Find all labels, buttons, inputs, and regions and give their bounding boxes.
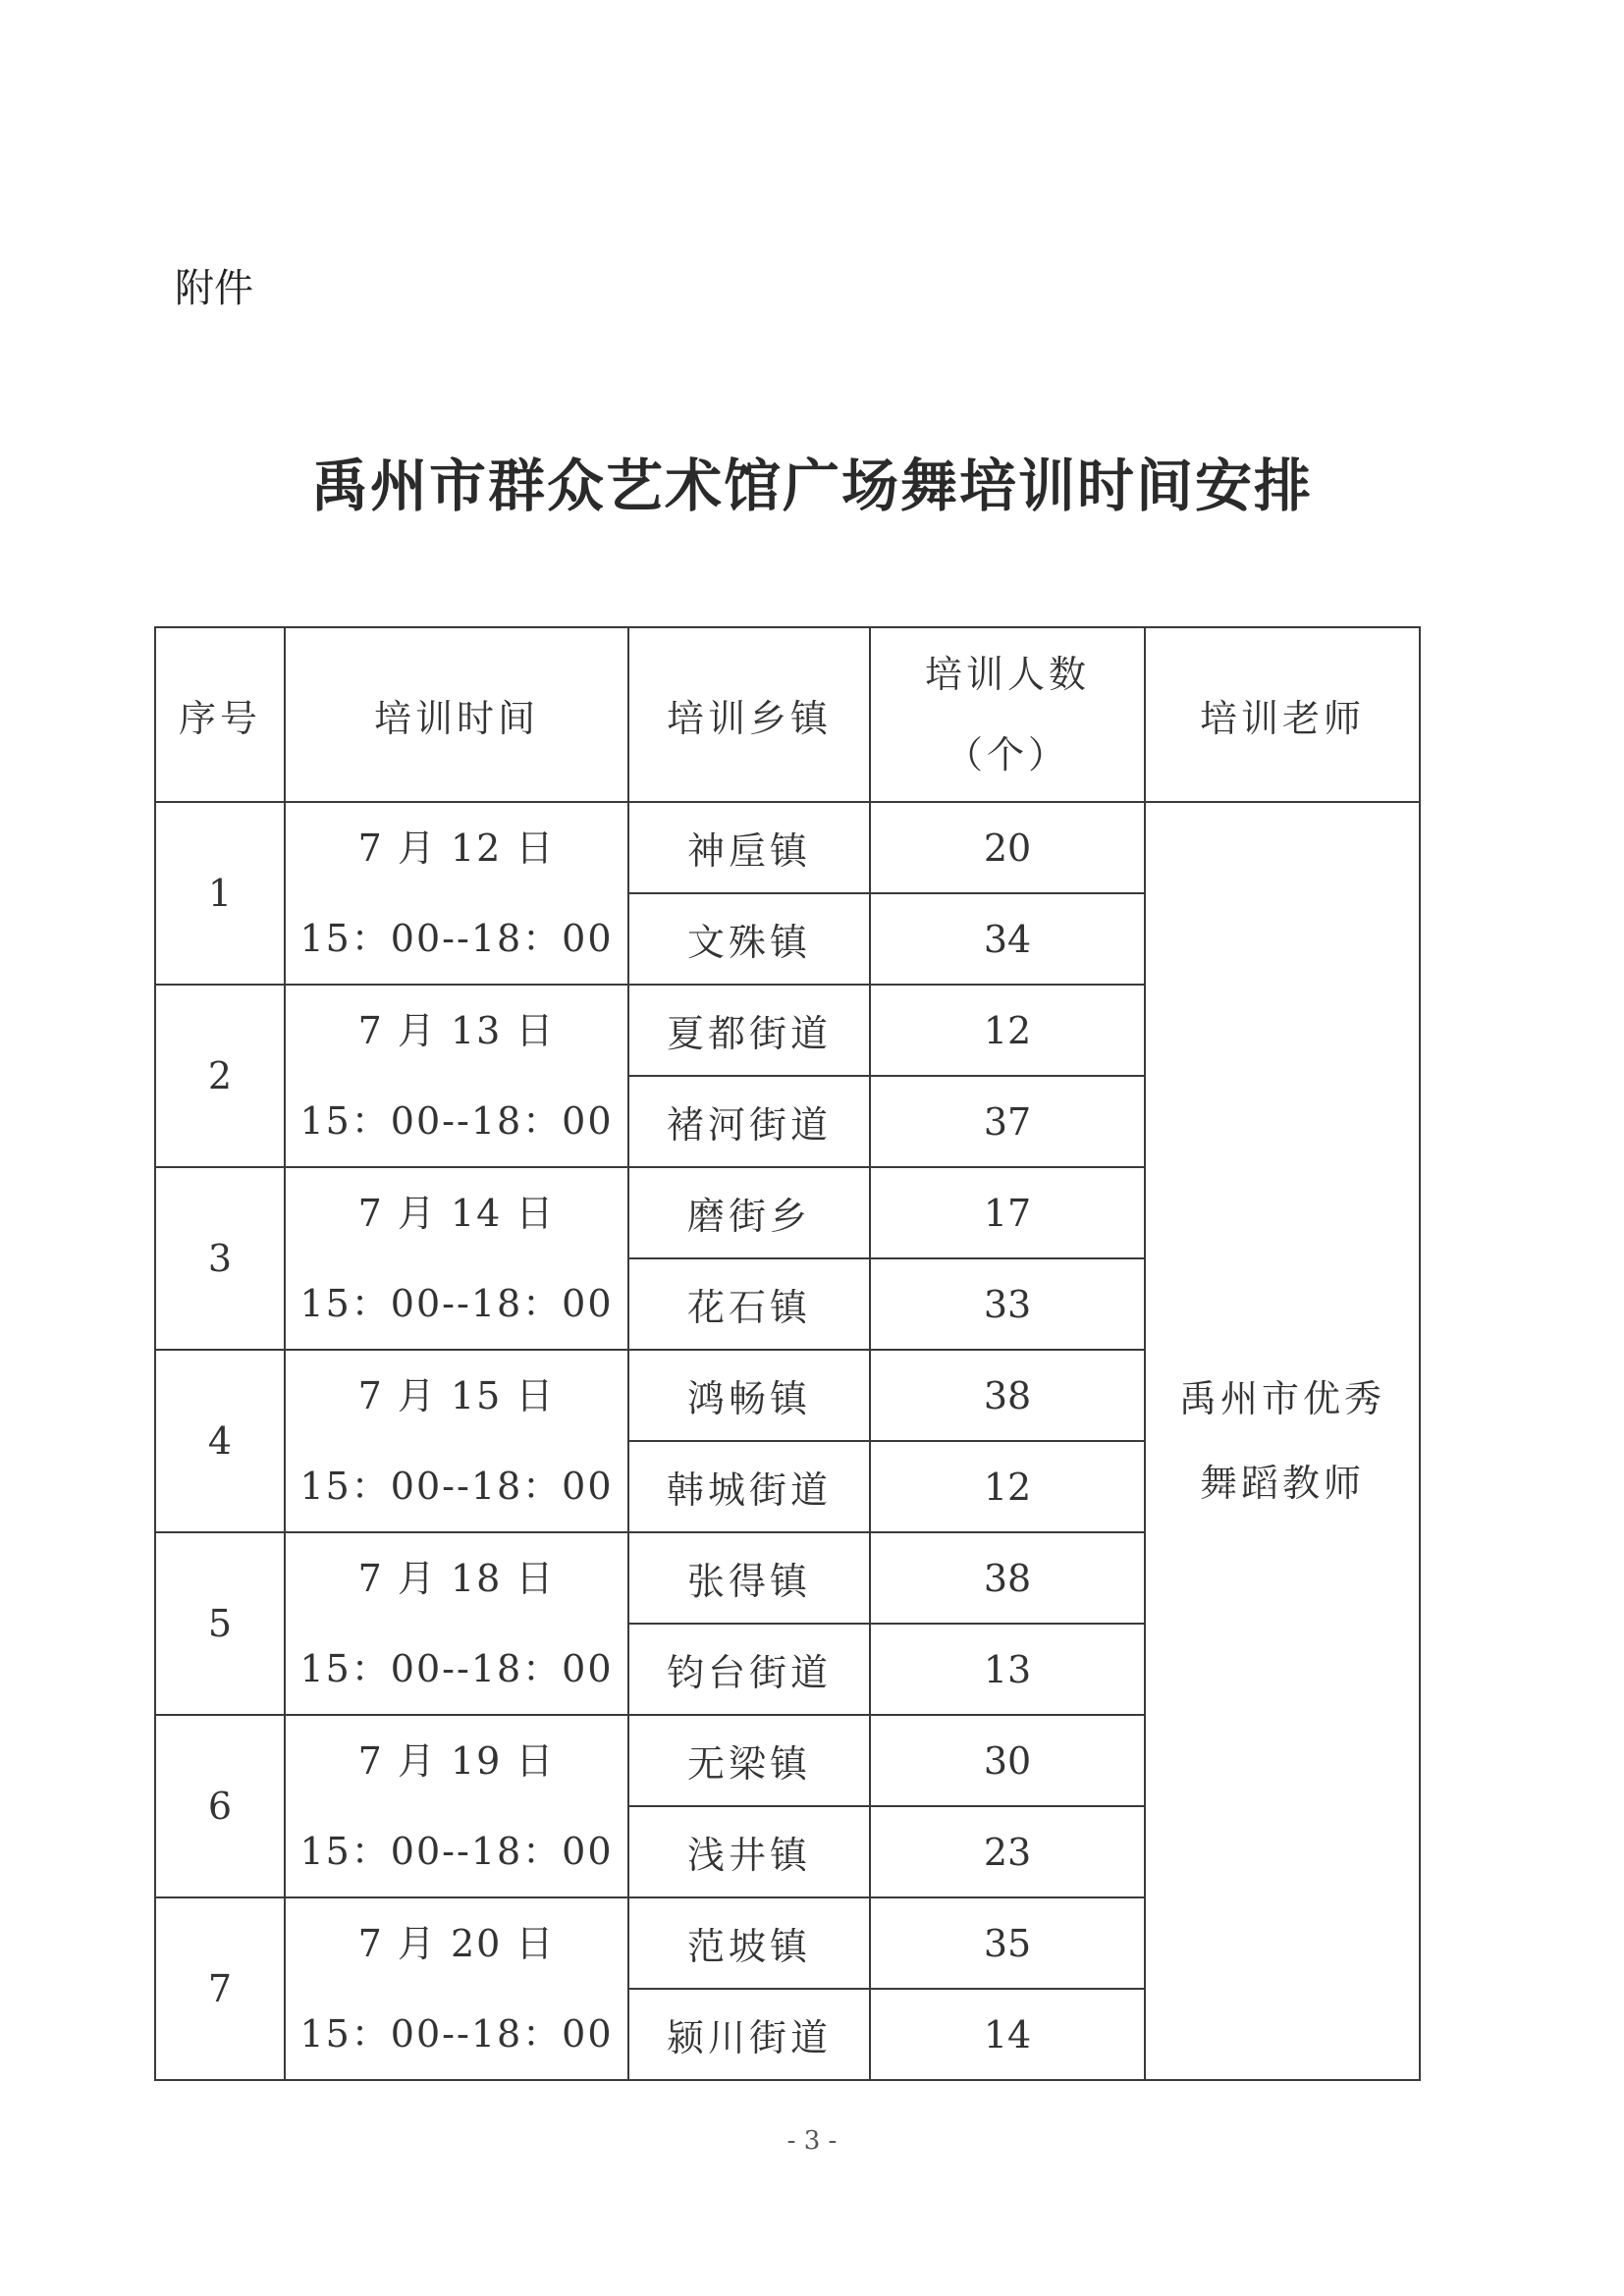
training-time xyxy=(285,1532,628,1715)
training-town: 花石镇 xyxy=(628,1258,870,1350)
training-hours: 15：00--18：00 xyxy=(299,1282,614,1325)
training-town: 褚河街道 xyxy=(628,1076,870,1167)
page-number: - 3 - xyxy=(786,2126,838,2156)
training-town: 神垕镇 xyxy=(628,802,870,893)
training-hours: 15：00--18：00 xyxy=(299,2012,614,2056)
row-index: 4 xyxy=(155,1350,285,1532)
table-header-row xyxy=(155,627,1420,802)
training-town: 鸿畅镇 xyxy=(628,1350,870,1441)
header-count-line1: 培训人数 xyxy=(924,653,1090,696)
training-time xyxy=(285,1715,628,1897)
header-index: 序号 xyxy=(155,627,285,802)
training-town: 颍川街道 xyxy=(628,1989,870,2080)
training-date: 7 月 18 日 xyxy=(357,1557,556,1600)
trainee-count: 12 xyxy=(870,985,1145,1076)
trainee-count: 13 xyxy=(870,1624,1145,1715)
training-hours: 15：00--18：00 xyxy=(299,1830,614,1873)
header-time: 培训时间 xyxy=(285,627,628,802)
training-date: 7 月 19 日 xyxy=(357,1739,556,1783)
training-hours: 15：00--18：00 xyxy=(299,1465,614,1508)
row-index: 5 xyxy=(155,1532,285,1715)
training-town: 范坡镇 xyxy=(628,1897,870,1989)
trainee-count: 35 xyxy=(870,1897,1145,1989)
training-town: 韩城街道 xyxy=(628,1441,870,1532)
training-town: 浅井镇 xyxy=(628,1806,870,1897)
trainee-count: 14 xyxy=(870,1989,1145,2080)
training-town: 张得镇 xyxy=(628,1532,870,1624)
training-date: 7 月 13 日 xyxy=(357,1009,556,1052)
trainee-count: 23 xyxy=(870,1806,1145,1897)
training-date: 7 月 14 日 xyxy=(357,1192,556,1235)
schedule-table xyxy=(154,626,1421,2081)
training-teacher xyxy=(1145,802,1420,2080)
header-town: 培训乡镇 xyxy=(628,627,870,802)
row-index: 2 xyxy=(155,985,285,1167)
trainee-count: 17 xyxy=(870,1167,1145,1258)
trainee-count: 38 xyxy=(870,1532,1145,1624)
training-town: 文殊镇 xyxy=(628,893,870,985)
row-index: 3 xyxy=(155,1167,285,1350)
training-town: 钧台街道 xyxy=(628,1624,870,1715)
training-hours: 15：00--18：00 xyxy=(299,1099,614,1143)
training-date: 7 月 12 日 xyxy=(357,827,556,870)
teacher-line2: 舞蹈教师 xyxy=(1199,1462,1365,1505)
training-date: 7 月 20 日 xyxy=(357,1922,556,1965)
attachment-label: 附件 xyxy=(175,266,253,311)
training-time xyxy=(285,802,628,985)
row-index: 6 xyxy=(155,1715,285,1897)
training-time xyxy=(285,1350,628,1532)
table-row xyxy=(155,802,1420,893)
training-hours: 15：00--18：00 xyxy=(299,1647,614,1690)
header-count xyxy=(870,627,1145,802)
header-count-line2: （个） xyxy=(945,733,1069,776)
trainee-count: 33 xyxy=(870,1258,1145,1350)
row-index: 1 xyxy=(155,802,285,985)
trainee-count: 38 xyxy=(870,1350,1145,1441)
header-teacher: 培训老师 xyxy=(1145,627,1420,802)
training-time xyxy=(285,1167,628,1350)
trainee-count: 20 xyxy=(870,802,1145,893)
training-town: 夏都街道 xyxy=(628,985,870,1076)
page-title: 禹州市群众艺术馆广场舞培训时间安排 xyxy=(310,453,1313,519)
training-date: 7 月 15 日 xyxy=(357,1374,556,1417)
table-body xyxy=(155,802,1420,2080)
row-index: 7 xyxy=(155,1897,285,2080)
teacher-line1: 禹州市优秀 xyxy=(1178,1377,1385,1420)
trainee-count: 30 xyxy=(870,1715,1145,1806)
trainee-count: 34 xyxy=(870,893,1145,985)
training-town: 无梁镇 xyxy=(628,1715,870,1806)
training-time xyxy=(285,985,628,1167)
trainee-count: 12 xyxy=(870,1441,1145,1532)
trainee-count: 37 xyxy=(870,1076,1145,1167)
training-time xyxy=(285,1897,628,2080)
training-hours: 15：00--18：00 xyxy=(299,917,614,960)
training-town: 磨街乡 xyxy=(628,1167,870,1258)
